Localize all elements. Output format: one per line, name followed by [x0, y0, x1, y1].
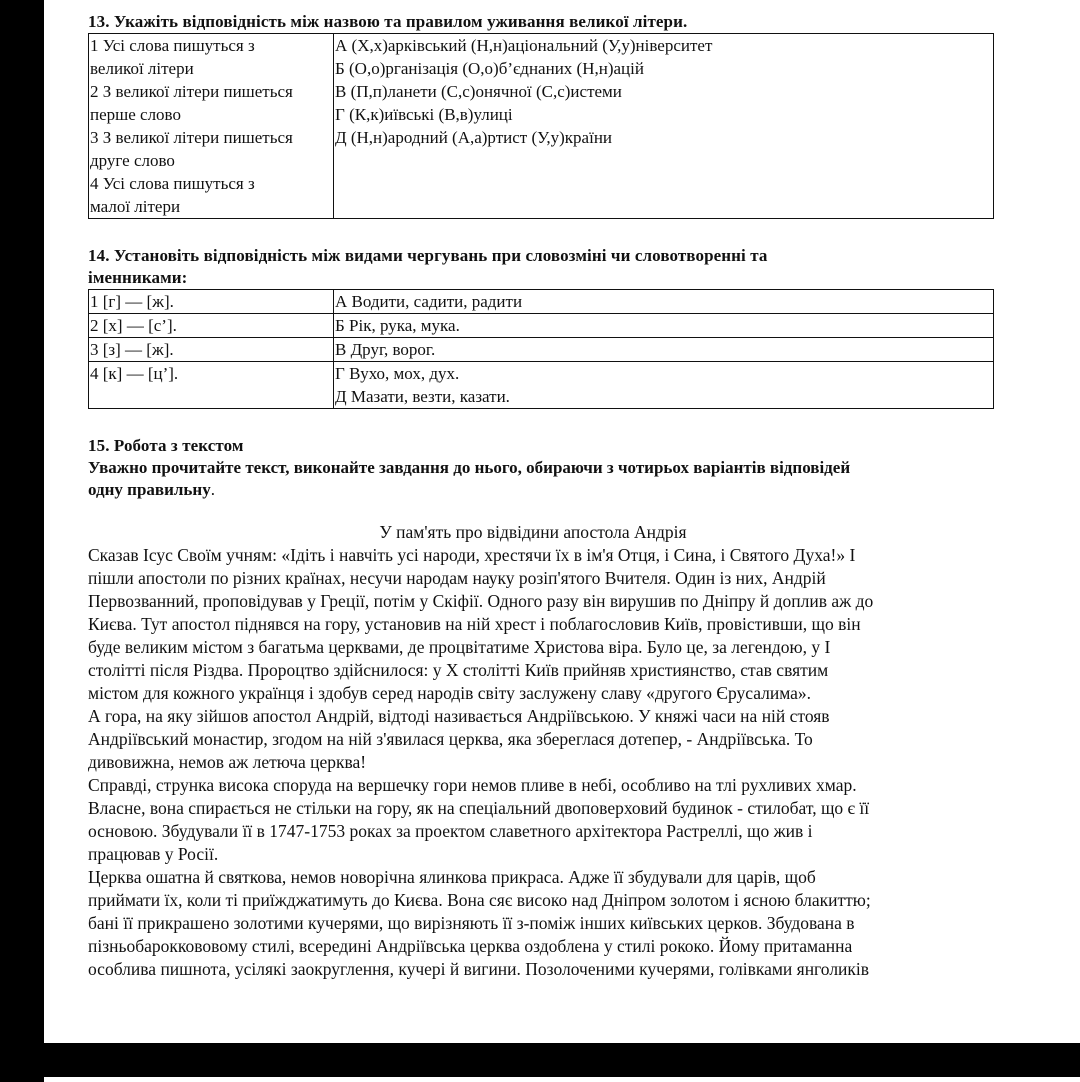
table-row	[89, 362, 994, 409]
instruction-line: одну правильну	[88, 480, 211, 499]
text-line: пішли апостоли по різних країнах, несучи народам науку розіп'ятого Вчителя. Один із них, Андрій	[88, 568, 826, 588]
q14-option: Б Рік, рука, мука.	[335, 316, 460, 335]
q13-option-a: А (Х,х)арківський (Н,н)аціональний (У,у)ніверситет	[335, 36, 713, 55]
text-line: працював у Росії.	[88, 844, 219, 864]
q14-option: Г Вухо, мох, дух.	[335, 364, 460, 383]
q13-option-d: Д (Н,н)ародний (А,а)ртист (У,у)країни	[335, 128, 613, 147]
q13-left-line: 2 З великої літери пишеться	[90, 82, 293, 101]
q14-left-cell: 3 [з] — [ж].	[89, 338, 334, 362]
question-14-table	[88, 289, 994, 409]
text-line: Справді, струнка висока споруда на вершечку гори немов пливе в небі, особливо на тлі рухливих хмар.	[88, 775, 857, 795]
q14-right-cell	[334, 314, 994, 338]
q13-left-line: перше слово	[90, 105, 181, 124]
q14-right-cell	[334, 338, 994, 362]
text-line: пізньобароккововому стилі, всередині Андріївська церква оздоблена у стилі рококо. Йому притаманна	[88, 936, 853, 956]
q14-title-line: іменниками:	[88, 268, 188, 287]
question-15-instruction	[88, 457, 1038, 501]
text-line: Церква ошатна й святкова, немов новорічна ялинкова прикраса. Адже її збудували для царів, щоб	[88, 867, 816, 887]
q14-option: Д Мазати, везти, казати.	[335, 387, 510, 406]
next-page-edge	[44, 1077, 1080, 1082]
q14-option: А Водити, садити, радити	[335, 292, 523, 311]
q13-right-column	[334, 34, 994, 219]
q13-left-column	[89, 34, 334, 219]
text-line: бані її прикрашено золотими кучерями, що вирізняють її з-поміж інших київських церков. Збудована в	[88, 913, 855, 933]
text-line: буде великим містом з багатьма церквами, де процвітатиме Христова віра. Було це, за легендою, у І	[88, 637, 831, 657]
text-line: містом для кожного українця і здобув серед народів світу заслужену славу «другого Єрусалима».	[88, 683, 812, 703]
q13-left-line: великої літери	[90, 59, 194, 78]
document-page	[44, 0, 1080, 1043]
q13-option-v: В (П,п)ланети (С,с)онячної (С,с)истеми	[335, 82, 622, 101]
text-line: Первозванний, проповідував у Греції, потім у Скіфії. Одного разу він вирушив по Дніпру й доплив аж до	[88, 591, 874, 611]
table-row	[89, 290, 994, 314]
q14-left-cell: 1 [г] — [ж].	[89, 290, 334, 314]
question-15-title: 15. Робота з текстом	[88, 436, 244, 455]
text-line: дивовижна, немов аж летюча церква!	[88, 752, 367, 772]
table-row	[89, 314, 994, 338]
q13-left-line: 4 Усі слова пишуться з	[90, 174, 255, 193]
text-line: А гора, на яку зійшов апостол Андрій, відтоді називається Андріївською. У княжі часи на ній стояв	[88, 706, 830, 726]
q14-left-cell: 2 [х] — [с’].	[89, 314, 334, 338]
q14-right-cell	[334, 290, 994, 314]
question-13-title: 13. Укажіть відповідність між назвою та правилом уживання великої літери.	[88, 12, 688, 31]
text-line: особлива пишнота, усілякі заокруглення, кучері й вигини. Позолоченими кучерями, голівками янголиків	[88, 959, 870, 979]
text-line: столітті після Різдва. Пророцтво здійснилося: у Х столітті Київ прийняв християнство, став святим	[88, 660, 829, 680]
instruction-period: .	[210, 480, 215, 499]
table-row	[89, 338, 994, 362]
q14-option: В Друг, ворог.	[335, 340, 436, 359]
q13-option-h: Г (К,к)иївські (В,в)улиці	[335, 105, 513, 124]
text-line: Власне, вона спирається не стільки на гору, як на спеціальний двоповерховий будинок - стилобат, що є її	[88, 798, 870, 818]
text-line: приймати їх, коли ті приїжджатимуть до Києва. Вона сяє високо над Дніпром золотом і ясною блакиттю;	[88, 890, 871, 910]
reading-text-body	[88, 544, 1038, 981]
document-content	[88, 11, 1038, 981]
q13-left-line: друге слово	[90, 151, 175, 170]
q13-left-line: малої літери	[90, 197, 181, 216]
instruction-line: Уважно прочитайте текст, виконайте завдання до нього, обираючи з чотирьох варіантів відповідей	[88, 458, 851, 477]
text-line: Андріївський монастир, згодом на ній з'явилася церква, яка збереглася дотепер, - Андріївська. То	[88, 729, 813, 749]
reading-text-title: У пам'ять про відвідини апостола Андрія	[379, 522, 687, 542]
q14-right-cell	[334, 362, 994, 409]
text-line: основою. Збудували її в 1747-1753 роках за проектом славетного архітектора Растреллі, що жив і	[88, 821, 813, 841]
question-13-table	[88, 33, 994, 219]
q13-option-b: Б (О,о)рганізація (О,о)б’єднаних (Н,н)ацій	[335, 59, 644, 78]
q13-left-line: 3 З великої літери пишеться	[90, 128, 293, 147]
text-line: Києва. Тут апостол піднявся на гору, установив на ній хрест і поблагословив Київ, провістивши, що він	[88, 614, 861, 634]
text-line: Сказав Ісус Своїм учням: «Ідіть і навчіть усі народи, хрестячи їх в ім'я Отця, і Сина, і Святого Духа!» І	[88, 545, 856, 565]
q14-left-cell: 4 [к] — [ц’].	[89, 362, 334, 409]
q14-title-line: 14. Установіть відповідність між видами чергувань при словозміні чи словотворенні та	[88, 246, 768, 265]
q13-left-line: 1 Усі слова пишуться з	[90, 36, 255, 55]
question-14-title	[88, 245, 1038, 289]
